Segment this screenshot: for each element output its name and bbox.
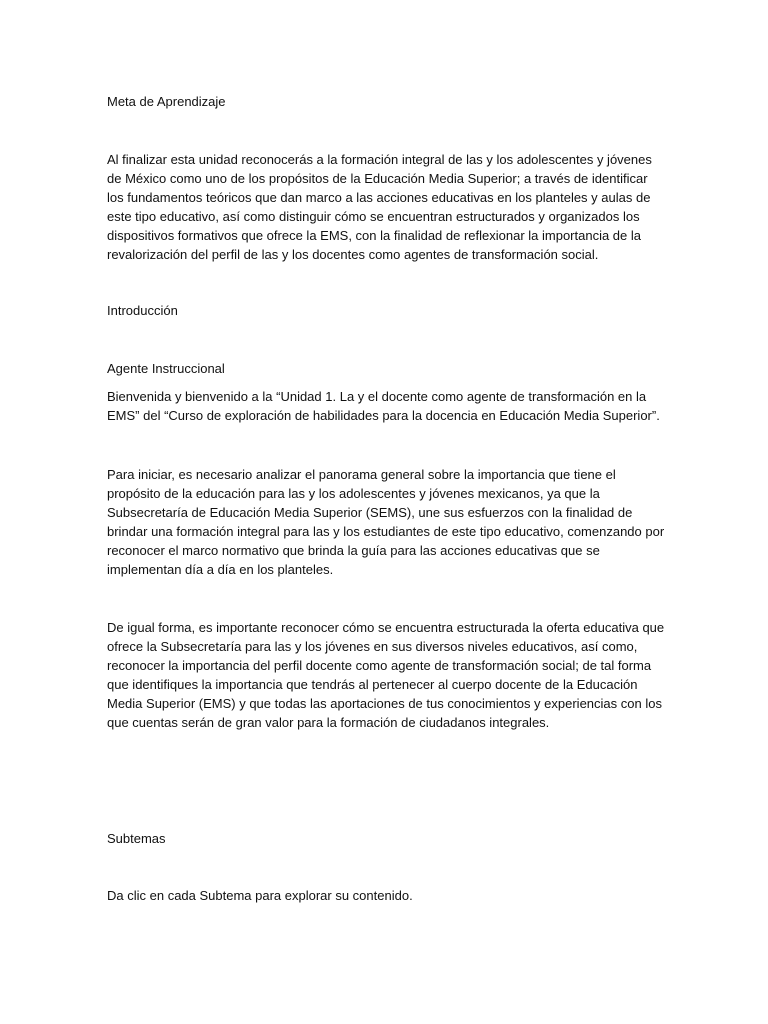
welcome-paragraph: Bienvenida y bienvenido a la “Unidad 1. La y el docente como agente de transformación en la EMS” del “Curso de exploración de habilidades para la docencia en Educación Media Superior”. xyxy=(107,389,660,423)
subtopics-instruction: Da clic en cada Subtema para explorar su contenido. xyxy=(107,888,413,903)
introduction-heading: Introducción xyxy=(107,303,178,318)
subtopics-heading: Subtemas xyxy=(107,831,166,846)
learning-goal-paragraph: Al finalizar esta unidad reconocerás a la formación integral de las y los adolescentes y jóvenes de México como uno de los propósitos de la Educación Media Superior; a través de identificar los fundamentos teóricos que dan marco a las acciones educativas en los planteles y aulas de este tipo educativo, así como distinguir cómo se encuentran estructurados y organizados los dispositivos formativos que ofrece la EMS, con la finalidad de reflexionar la importancia de la revalorización del perfil de las y los docentes como agentes de transformación social. xyxy=(107,152,652,262)
context-paragraph: Para iniciar, es necesario analizar el panorama general sobre la importancia que tiene el propósito de la educación para las y los adolescentes y jóvenes mexicanos, ya que la Subsecretaría de Educación Media Superior (SEMS), une sus esfuerzos con la finalidad de brindar una formación integral para las y los estudiantes de este tipo educativo, comenzando por reconocer el marco normativo que brinda la guía para las acciones educativas que se implementan día a día en los planteles. xyxy=(107,467,665,577)
learning-goal-heading: Meta de Aprendizaje xyxy=(107,94,226,109)
educational-offer-paragraph: De igual forma, es importante reconocer cómo se encuentra estructurada la oferta educativa que ofrece la Subsecretaría para las y los jóvenes en sus diversos niveles educativos, así como, reconocer la importancia del perfil docente como agente de transformación social; de tal forma que identifiques la importancia que tendrás al pertenecer al cuerpo docente de la Educación Media Superior (EMS) y que todas las aportaciones de tus conocimientos y experiencias con los que cuentas serán de gran valor para la formación de ciudadanos integrales. xyxy=(107,620,665,730)
instructional-agent-heading: Agente Instruccional xyxy=(107,361,225,376)
